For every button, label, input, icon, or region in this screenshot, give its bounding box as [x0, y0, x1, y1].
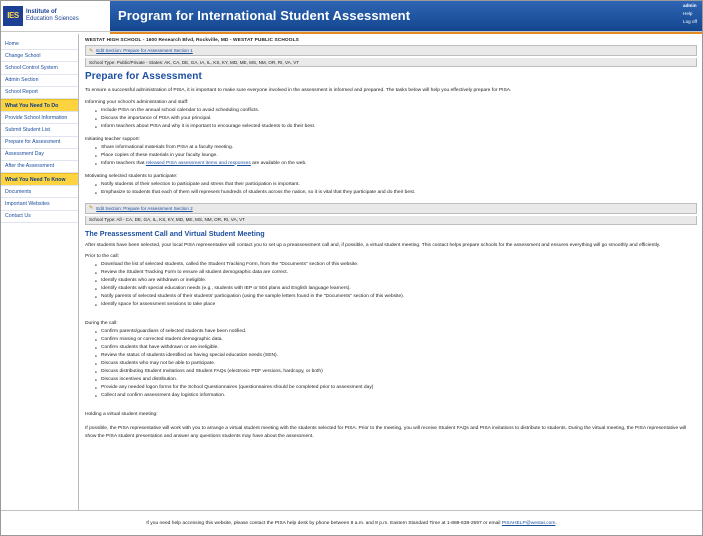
section-2-group-1-lead: Prior to the call: [85, 254, 119, 259]
sidebar-item-school-report[interactable]: School Report [0, 87, 78, 99]
released-items-link[interactable]: released PISA assessment items and responses [145, 160, 251, 166]
list-item: ● Notify students of their selection to participate and stress that their participation is important. [95, 181, 697, 189]
school-identity-line: WESTAT HIGH SCHOOL - 1600 Research Blvd, Rockville, MD - WESTAT PUBLIC SCHOOLS [85, 38, 299, 43]
list-item: ● Review the status of students identified as having special education needs (SEN). [95, 352, 697, 360]
list-item: ● Discuss students who may not be able to participate. [95, 360, 697, 368]
list-item: ● Discuss incentives and distribution. [95, 376, 697, 384]
list-item: ● Share informational materials from PISA at a faculty meeting. [95, 144, 697, 152]
app-title-bar [110, 0, 703, 31]
link-item-prefix: Inform teachers that [101, 160, 146, 166]
section-1-school-type: School Type: Public/Private - States: AK, CA, DE, GA, IA, IL, KS, KY, MD, ME, MS, NM, OR, RI, VA, VT [85, 58, 697, 67]
sidebar-item-change-school[interactable]: Change School [0, 50, 78, 62]
link-item-suffix: are available on the web. [250, 160, 307, 166]
pencil-icon: ✎ [89, 205, 94, 211]
account-box [683, 2, 697, 26]
sidebar-item-important-websites[interactable]: Important Websites [0, 198, 78, 210]
sidebar [0, 34, 78, 510]
section-2-closing: If possible, the PISA representative will work with you to arrange a virtual student meeting with the students selected for PISA. Prior to the meeting, you will receive Student FAQs and PISA invitations to distribute to students. During the virtual meeting, the PISA representative will show the PISA student presentation and answer any questions students may have about the assessment. [85, 426, 687, 439]
sidebar-heading-what-you-need-to-do: What You Need To Do [0, 99, 78, 112]
app-header [0, 0, 703, 32]
section-2-intro: After students have been selected, your local PISA representative will contact you to set up a preassessment call and, if possible, a virtual student meeting. This contact helps prepare schools for the assessment and ensures everything will go smoothly and efficiently. [85, 242, 661, 248]
logoff-link[interactable]: Log off [683, 19, 697, 24]
edit-section-2-bar[interactable] [85, 203, 697, 214]
section-2-school-type: School Type: All - CA, DE, GA, IL, KS, KY, MD, ME, MS, NM, OR, RI, VA, VT [85, 216, 697, 225]
section-1-group-1-lead: Informing your school's administration and staff: [85, 99, 189, 105]
edit-section-1-link[interactable]: Edit Section: Prepare for Assessment Section 1 [96, 48, 193, 53]
sidebar-item-school-control-system[interactable]: School Control System [0, 62, 78, 74]
list-item: ● Notify parents of selected students of their students' participation (using the sample letters found in the "Documents" section of this website). [95, 293, 697, 301]
list-item: ● Collect and confirm assessment day logistics information. [95, 392, 697, 400]
list-item: ● Confirm students that have withdrawn or are ineligible. [95, 344, 697, 352]
help-link[interactable]: Help [683, 11, 693, 16]
list-item: ● Confirm parents/guardians of selected students have been notified. [95, 328, 697, 336]
edit-section-1-bar[interactable] [85, 45, 697, 56]
body-wrapper [0, 34, 703, 510]
section-1-group-1-list [85, 107, 697, 131]
sidebar-item-provide-school-information[interactable]: Provide School Information [0, 112, 78, 124]
sidebar-item-assessment-day[interactable]: Assessment Day [0, 149, 78, 161]
list-item: ● Include PISA on the annual school calendar to avoid scheduling conflicts. [95, 107, 697, 115]
section-1-title: Prepare for Assessment [85, 71, 202, 82]
sidebar-item-submit-student-list[interactable]: Submit Student List [0, 124, 78, 136]
list-item: ● Provide any needed logon forms for the School Questionnaires (questionnaires should be completed prior to assessment day) [95, 384, 697, 392]
section-1-group-3-list [85, 181, 697, 197]
section-2-title: The Preassessment Call and Virtual Student Meeting [85, 228, 265, 238]
ies-logo-text [26, 9, 79, 23]
list-item: ● Discuss the importance of PISA with your principal. [95, 115, 697, 123]
list-item: ● Identify space for assessment sessions to take place [95, 301, 697, 309]
sidebar-item-after-the-assessment[interactable]: After the Assessment [0, 161, 78, 173]
list-item: ● Identify students with special education needs (e.g., students with IEP or 504 plans and English language learners). [95, 285, 697, 293]
list-item: ● Confirm missing or corrected student demographic data. [95, 336, 697, 344]
sidebar-item-contact-us[interactable]: Contact Us [0, 211, 78, 223]
main-content [78, 34, 703, 510]
section-1-group-2-list [85, 144, 697, 168]
edit-section-2-link[interactable]: Edit Section: Prepare for Assessment Section 2 [96, 205, 193, 211]
sidebar-heading-what-you-need-to-know: What You Need To Know [0, 173, 78, 186]
pencil-icon: ✎ [89, 47, 94, 54]
list-item: ● Review the Student Tracking Form to ensure all student demographic data are correct. [95, 269, 697, 277]
list-item-with-link [95, 160, 697, 168]
section-2-group-1-list [85, 261, 697, 309]
list-item: ● Discuss distributing Student Invitations and Student FAQs (electronic PDF versions, hardcopy, or both) [95, 368, 697, 376]
section-2-group-3-lead: Holding a virtual student meeting: [85, 412, 158, 417]
ies-logo-icon: IES [3, 6, 23, 26]
sidebar-item-home[interactable]: Home [0, 38, 78, 50]
list-item: ● Identify students who are withdrawn or ineligible. [95, 277, 697, 285]
ies-logo-line1: Institute of [26, 8, 57, 15]
sidebar-item-admin-section[interactable]: Admin Section [0, 75, 78, 87]
sidebar-item-prepare-for-assessment[interactable]: Prepare for Assessment [0, 137, 78, 149]
section-1-group-3-lead: Motivating selected students to participate: [85, 173, 178, 179]
footer-text-post: . [555, 521, 557, 526]
section-2-group-2-lead: During the call: [85, 321, 118, 326]
ies-logo [0, 0, 110, 31]
footer-help-text [146, 521, 557, 526]
page-title: Program for International Student Assessment [118, 8, 411, 23]
ies-logo-line2: Education Sciences [26, 15, 79, 22]
page-footer [0, 510, 703, 536]
account-user: admin [683, 3, 697, 8]
footer-text-pre: If you need help accessing this website, please contact the PISA help desk by phone between 8 a.m. and 8 p.m. Eastern Standard Time at 1-888-638-2597 or email [146, 521, 502, 526]
section-1-intro: To ensure a successful administration of PISA, it is important to make sure everyone involved in the assessment is informed and prepared. The tasks below will help you effectively prepare for PISA. [85, 88, 512, 93]
list-item: ● Inform teachers about PISA and why it is important to encourage selected students to do their best. [95, 123, 697, 131]
list-item: ● Place copies of these materials in your faculty lounge. [95, 152, 697, 160]
footer-email-link[interactable]: PISAHELP@westat.com [501, 521, 556, 526]
list-item: ● Emphasize to students that each of them will represent hundreds of students across the nation, so it is vital that they participate and do their best. [95, 189, 697, 197]
section-2-group-2-list [85, 328, 697, 400]
sidebar-item-documents[interactable]: Documents [0, 186, 78, 198]
section-1-group-2-lead: Initiating teacher support: [85, 136, 140, 142]
list-item: ● Download the list of selected students, called the Student Tracking Form, from the "Documents" section of this website. [95, 261, 697, 269]
